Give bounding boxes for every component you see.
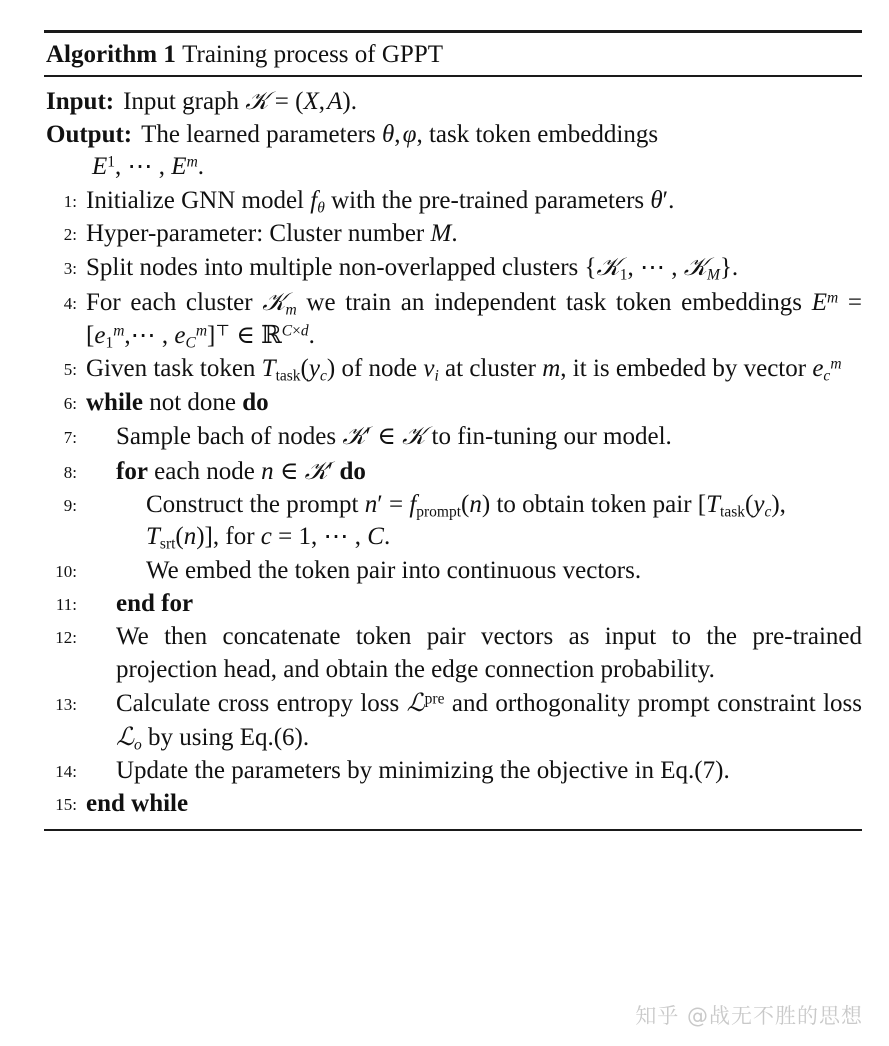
step-number: 6:	[63, 393, 77, 413]
step-number: 15:	[55, 795, 77, 815]
step-text: Initialize GNN model $f_\theta$ with the pre-trained parameters θ′.	[86, 186, 675, 216]
step-number: 10:	[55, 561, 77, 581]
algorithm-step	[44, 286, 862, 353]
algorithm-step	[44, 621, 862, 686]
step-text: We embed the token pair into continuous vectors.	[146, 556, 642, 584]
output-text: The learned parameters θ, φ, task token embeddings	[141, 120, 659, 148]
step-number: 12:	[55, 628, 77, 648]
step-number: 1:	[63, 191, 77, 211]
input-label: Input:	[46, 88, 115, 115]
step-number: 7:	[63, 428, 77, 448]
algorithm-step	[44, 555, 862, 587]
algorithm-input-line	[44, 85, 862, 119]
output-label: Output:	[46, 120, 133, 148]
algorithm-step	[44, 687, 862, 754]
step-text: Given task token $T_{task}(y_c)$ of node $v_i$ at cluster m, it is embeded by vector $e_c^m$	[86, 355, 842, 385]
step-text: end while	[86, 790, 189, 818]
algorithm-step	[44, 251, 862, 284]
algorithm-step	[44, 185, 862, 217]
step-text: Calculate cross entropy loss ℒ$^{pre}$ and orthogonality prompt constraint loss ℒ$_o$ by using Eq.(6).	[116, 688, 862, 753]
algorithm-step	[44, 755, 862, 787]
step-text: Sample bach of nodes 𝒦′ ∈ 𝒦 to fin-tuning our model.	[116, 421, 672, 451]
algorithm-title-text: Training process of GPPT	[175, 41, 443, 68]
step-text: for each node n ∈ 𝒦′ do	[116, 455, 366, 485]
algorithm-step	[44, 353, 862, 385]
step-number: 14:	[55, 761, 77, 781]
algorithm-step	[44, 489, 862, 554]
input-text: Input graph 𝒦 = (X, A).	[123, 86, 357, 115]
step-text: For each cluster 𝒦$_m$ we train an independent task token embeddings $E^m$ = [$e_1^m,\cdots$ , $e_C^m]^⊤$ ∈ ℝ$^{C\times d}$.	[86, 286, 862, 352]
step-number: 4:	[63, 293, 77, 313]
algorithm-output-line	[44, 119, 862, 152]
algorithm-step	[44, 788, 862, 820]
algorithm-step	[44, 420, 862, 453]
step-number: 3:	[63, 259, 77, 279]
step-text: Construct the prompt $n' = f_{prompt}(n)$ to obtain token pair [$T_{task}(y_c)$, $T_{srt}(n)$], for c = 1, ⋯ , C.	[146, 490, 786, 553]
algorithm-output-continuation: $E^1$, ⋯ , $E^m$.	[92, 153, 205, 180]
algorithm-title-label: Algorithm 1	[46, 41, 176, 68]
step-number: 2:	[63, 224, 77, 244]
algorithm-title	[44, 33, 862, 75]
algorithm-step	[44, 588, 862, 620]
step-text: Split nodes into multiple non-overlapped clusters {𝒦$_1$, ⋯ , 𝒦$_M$}.	[86, 252, 739, 284]
step-number: 11:	[55, 595, 77, 614]
step-number: 13:	[55, 695, 77, 715]
algorithm-bottom-rule	[44, 829, 862, 831]
algorithm-step	[44, 455, 862, 488]
algorithm-block	[44, 30, 862, 831]
algorithm-step	[44, 218, 862, 250]
step-text: end for	[116, 590, 194, 617]
step-number: 8:	[63, 462, 77, 482]
step-text: We then concatenate token pair vectors as input to the pre-trained projection head, and obtain the edge connection probability.	[116, 623, 862, 683]
algorithm-body	[44, 77, 862, 829]
step-number: 9:	[63, 495, 77, 515]
step-text: while not done do	[86, 388, 269, 416]
step-text: Hyper-parameter: Cluster number M.	[86, 219, 458, 247]
step-text: Update the parameters by minimizing the objective in Eq.(7).	[116, 756, 730, 784]
watermark: 知乎 @战无不胜的思想	[635, 1004, 863, 1028]
algorithm-step	[44, 387, 862, 419]
step-number: 5:	[63, 360, 77, 380]
